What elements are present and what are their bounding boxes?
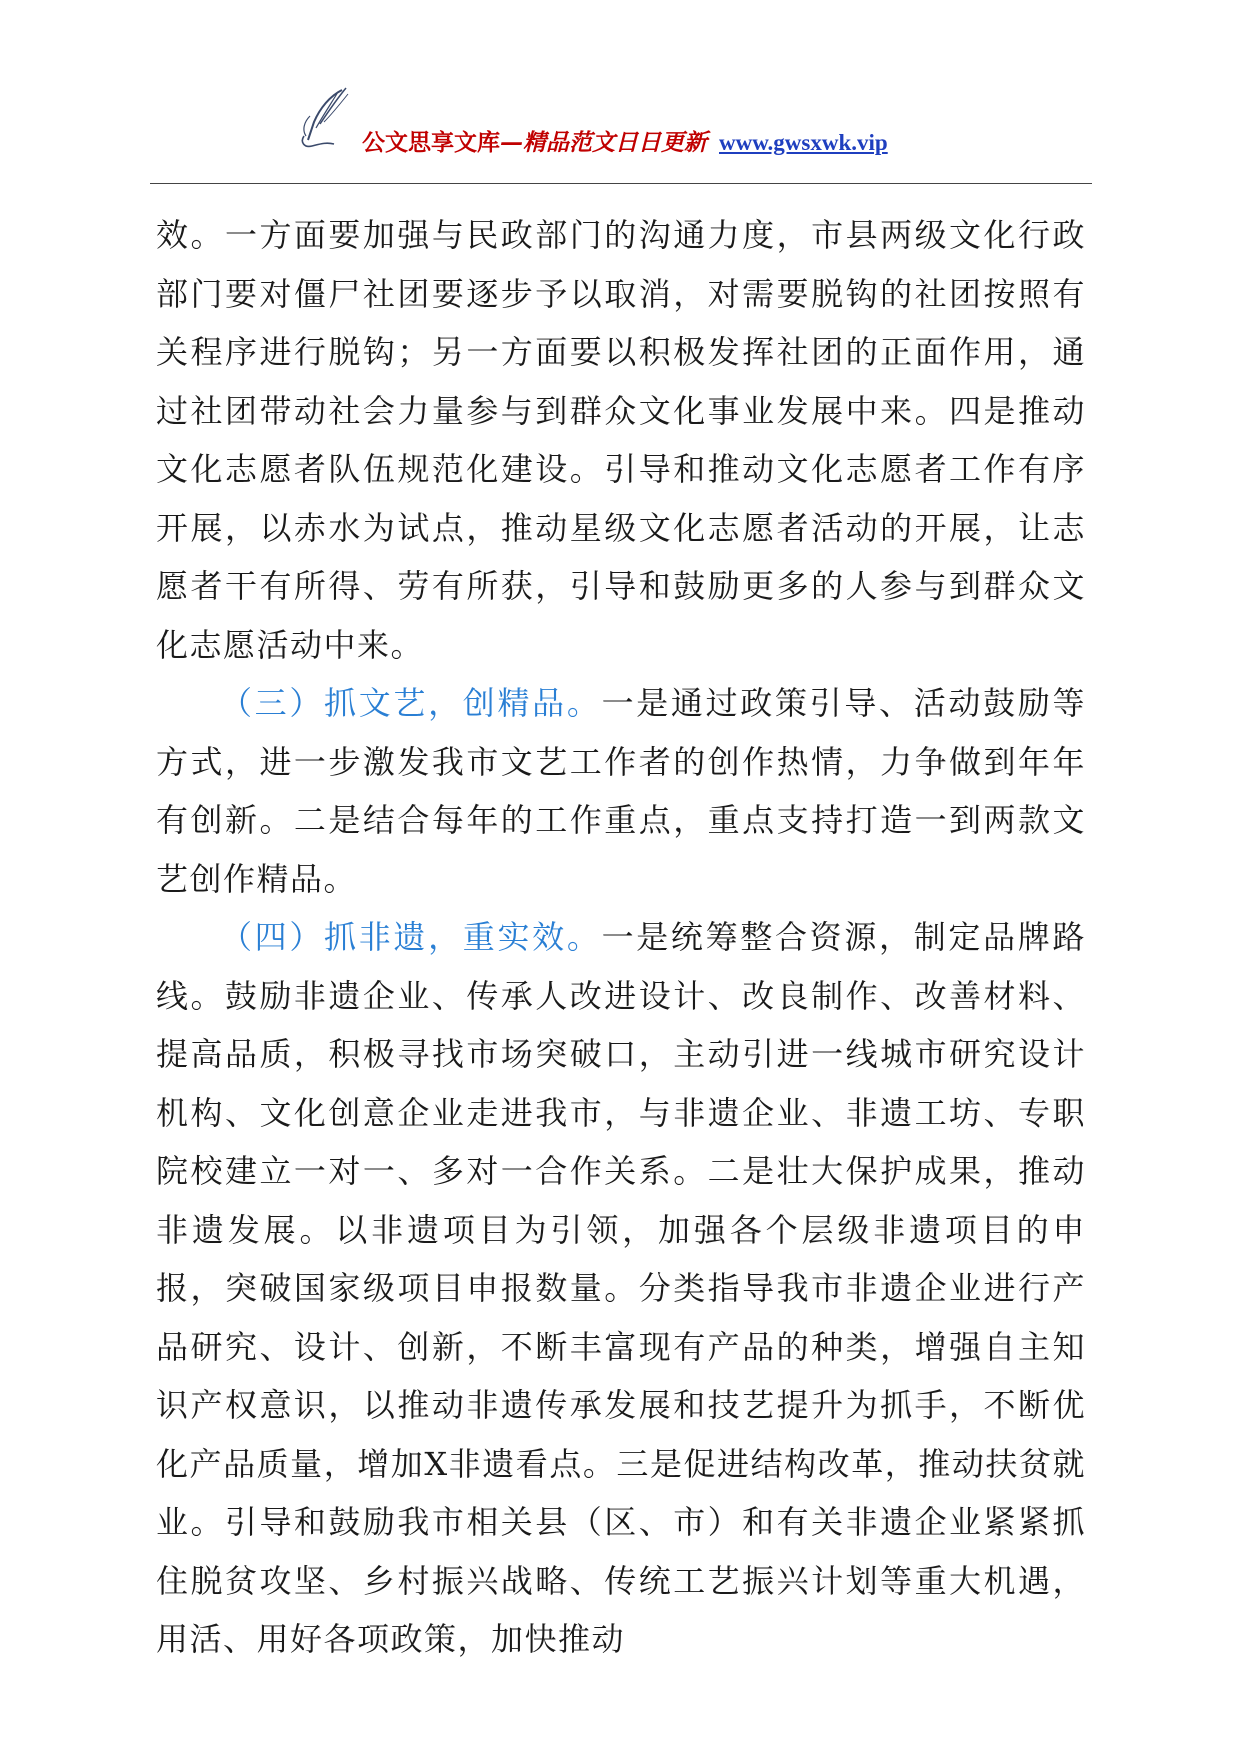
brand-line <box>362 124 888 157</box>
brand-url-link[interactable]: www.gwsxwk.vip <box>719 130 888 155</box>
paragraph-2 <box>156 674 1086 908</box>
paragraph-3 <box>156 908 1086 1669</box>
page-header <box>150 78 1090 178</box>
quill-pen-logo-icon <box>290 86 354 150</box>
paragraph-3-body: 一是统筹整合资源，制定品牌路线。鼓励非遗企业、传承人改进设计、改良制作、改善材料、提高品质，积极寻找市场突破口，主动引进一线城市研究设计机构、文化创意企业走进我市，与非遗企业、非遗工坊、专职院校建立一对一、多对一合作关系。二是壮大保护成果，推动非遗发展。以非遗项目为引领，加强各个层级非遗项目的申报，突破国家级项目申报数量。分类指导我市非遗企业进行产品研究、设计、创新，不断丰富现有产品的种类，增强自主知识产权意识，以推动非遗传承发展和技艺提升为抓手，不断优化产品质量，增加X非遗看点。三是促进结构改革，推动扶贫就业。引导和鼓励我市相关县（区、市）和有关非遗企业紧紧抓住脱贫攻坚、乡村振兴战略、传统工艺振兴计划等重大机遇，用活、用好各项政策，加快推动 <box>156 918 1086 1658</box>
paragraph-1: 效。一方面要加强与民政部门的沟通力度，市县两级文化行政部门要对僵尸社团要逐步予以取消，对需要脱钩的社团按照有关程序进行脱钩；另一方面要以积极发挥社团的正面作用，通过社团带动社会力量参与到群众文化事业发展中来。四是推动文化志愿者队伍规范化建设。引导和推动文化志愿者工作有序开展，以赤水为试点，推动星级文化志愿者活动的开展，让志愿者干有所得、劳有所获，引导和鼓励更多的人参与到群众文化志愿活动中来。 <box>156 216 1086 664</box>
header-divider <box>150 183 1092 184</box>
brand-name: 公文思享文库 <box>362 129 500 156</box>
section-heading-3: （三）抓文艺，创精品。 <box>220 684 602 722</box>
document-body <box>156 206 1086 1669</box>
paragraph-2-body: 一是通过政策引导、活动鼓励等方式，进一步激发我市文艺工作者的创作热情，力争做到年年有创新。二是结合每年的工作重点，重点支持打造一到两款文艺创作精品。 <box>156 684 1086 898</box>
brand-slogan: —精品范文日日更新 <box>500 129 707 156</box>
section-heading-4: （四）抓非遗，重实效。 <box>220 918 602 956</box>
